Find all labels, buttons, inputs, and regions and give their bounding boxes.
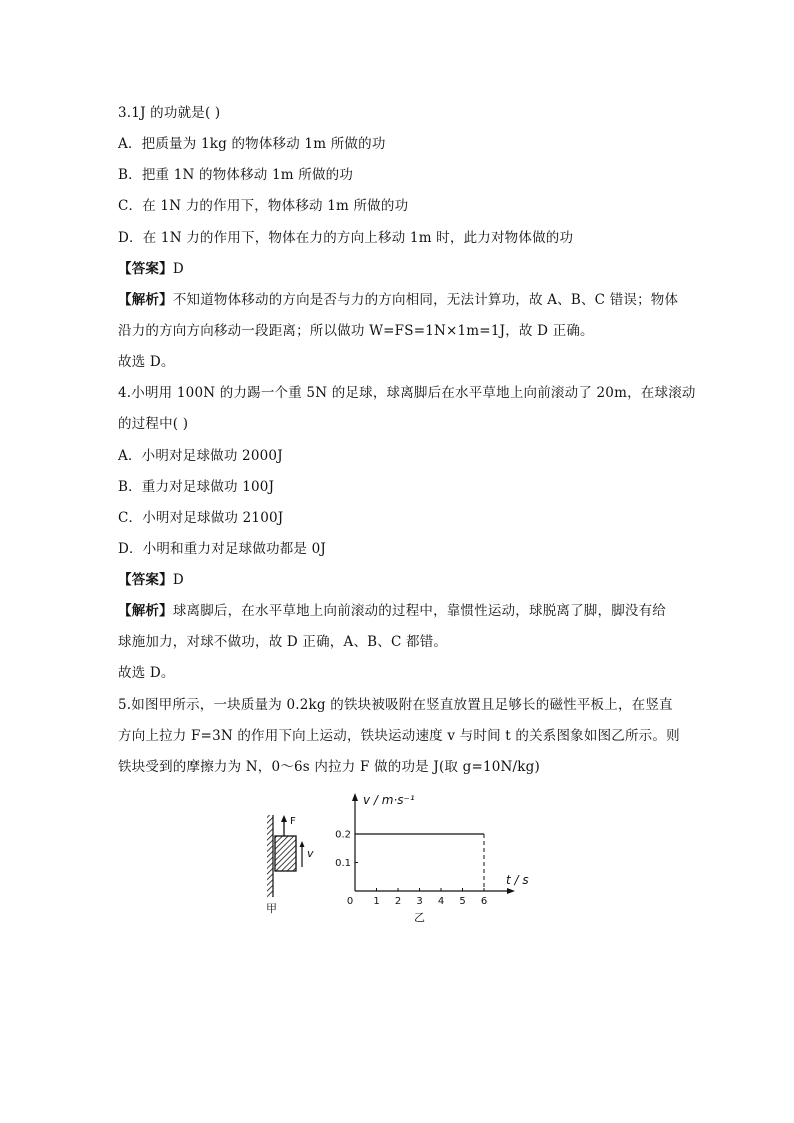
figure-yi-label: 乙 — [414, 911, 425, 924]
q4-analysis-line-1 — [118, 601, 666, 621]
q3-answer — [118, 259, 184, 279]
y-tick-label: 0.1 — [335, 858, 351, 869]
x-tick-label: 3 — [416, 896, 423, 907]
q4-option-a: A．小明对足球做功 2000J — [118, 448, 283, 464]
x-tick-label: 2 — [394, 896, 402, 907]
x-axis-label: t / s — [506, 873, 529, 887]
q4-option-b: B．重力对足球做功 100J — [118, 479, 275, 495]
q5-stem-line-3: 铁块受到的摩擦力为 N，0～6s 内拉力 F 做的功是 J(取 g=10N/kg) — [118, 759, 540, 775]
q4-analysis-line-2: 球施加力，对球不做功，故 D 正确，A、B、C 都错。 — [118, 634, 448, 650]
q3-analysis-line-1 — [118, 290, 678, 310]
q4-analysis-label: 【解析】 — [118, 603, 173, 619]
q3-option-b: B．把重 1N 的物体移动 1m 所做的功 — [118, 167, 354, 183]
velocity-arrow-head — [300, 841, 305, 847]
x-axis-arrowhead — [507, 888, 515, 894]
q5-stem-line-1: 5.如图甲所示，一块质量为 0.2kg 的铁块被吸附在竖直放置且足够长的磁性平板上，在竖直 — [118, 697, 673, 713]
q4-analysis-text-1: 球离脚后，在水平草地上向前滚动的过程中，靠惯性运动，球脱离了脚，脚没有给 — [172, 603, 667, 619]
q3-answer-value: D — [172, 261, 184, 277]
y-axis-arrowhead — [352, 793, 358, 801]
q4-option-c: C．小明对足球做功 2100J — [118, 510, 284, 526]
q3-stem: 3.1J 的功就是( ) — [118, 105, 221, 121]
q4-answer-value: D — [172, 572, 184, 588]
q4-conclusion: 故选 D。 — [118, 665, 175, 681]
force-arrow-head — [281, 815, 287, 822]
q3-conclusion: 故选 D。 — [118, 354, 175, 370]
x-tick-label: 6 — [480, 896, 488, 907]
q3-answer-label: 【答案】 — [118, 261, 173, 277]
q5-stem-line-2: 方向上拉力 F=3N 的作用下向上运动，铁块运动速度 v 与时间 t 的关系图象如图乙所示。则 — [118, 728, 680, 744]
magnetic-plate-hatch — [267, 815, 273, 897]
force-label: F — [290, 816, 296, 827]
velocity-label: v — [307, 847, 314, 860]
x-tick-label: 1 — [373, 896, 380, 907]
figure-jia — [262, 805, 326, 917]
q3-analysis-line-2: 沿力的方向方向移动一段距离；所以做功 W=FS=1N×1m=1J，故 D 正确。 — [118, 323, 594, 339]
y-tick-label: 0.2 — [335, 829, 351, 841]
y-axis-label: v / m·s⁻¹ — [363, 793, 415, 807]
x-tick-label: 0 — [346, 896, 354, 907]
q4-answer — [118, 570, 184, 590]
q3-analysis-text-1: 不知道物体移动的方向是否与力的方向相同，无法计算功，故 A、B、C 错误；物体 — [172, 292, 679, 308]
q3-option-c: C．在 1N 力的作用下，物体移动 1m 所做的功 — [118, 198, 409, 214]
x-tick-label: 4 — [437, 896, 445, 907]
q3-option-d: D．在 1N 力的作用下，物体在力的方向上移动 1m 时，此力对物体做的功 — [118, 230, 574, 246]
q4-option-d: D．小明和重力对足球做功都是 0J — [118, 541, 327, 557]
q4-stem-line-2: 的过程中( ) — [118, 416, 189, 432]
x-tick-label: 5 — [459, 896, 466, 907]
q4-stem-line-1: 4.小明用 100N 的力踢一个重 5N 的足球，球离脚后在水平草地上向前滚动了 20m，在球滚动 — [118, 385, 696, 401]
iron-block — [275, 836, 296, 871]
figure-yi-vt-chart — [330, 785, 530, 925]
figure-jia-label: 甲 — [266, 902, 277, 915]
q3-analysis-label: 【解析】 — [118, 292, 173, 308]
q4-answer-label: 【答案】 — [118, 572, 173, 588]
q3-option-a: A．把质量为 1kg 的物体移动 1m 所做的功 — [118, 136, 386, 152]
